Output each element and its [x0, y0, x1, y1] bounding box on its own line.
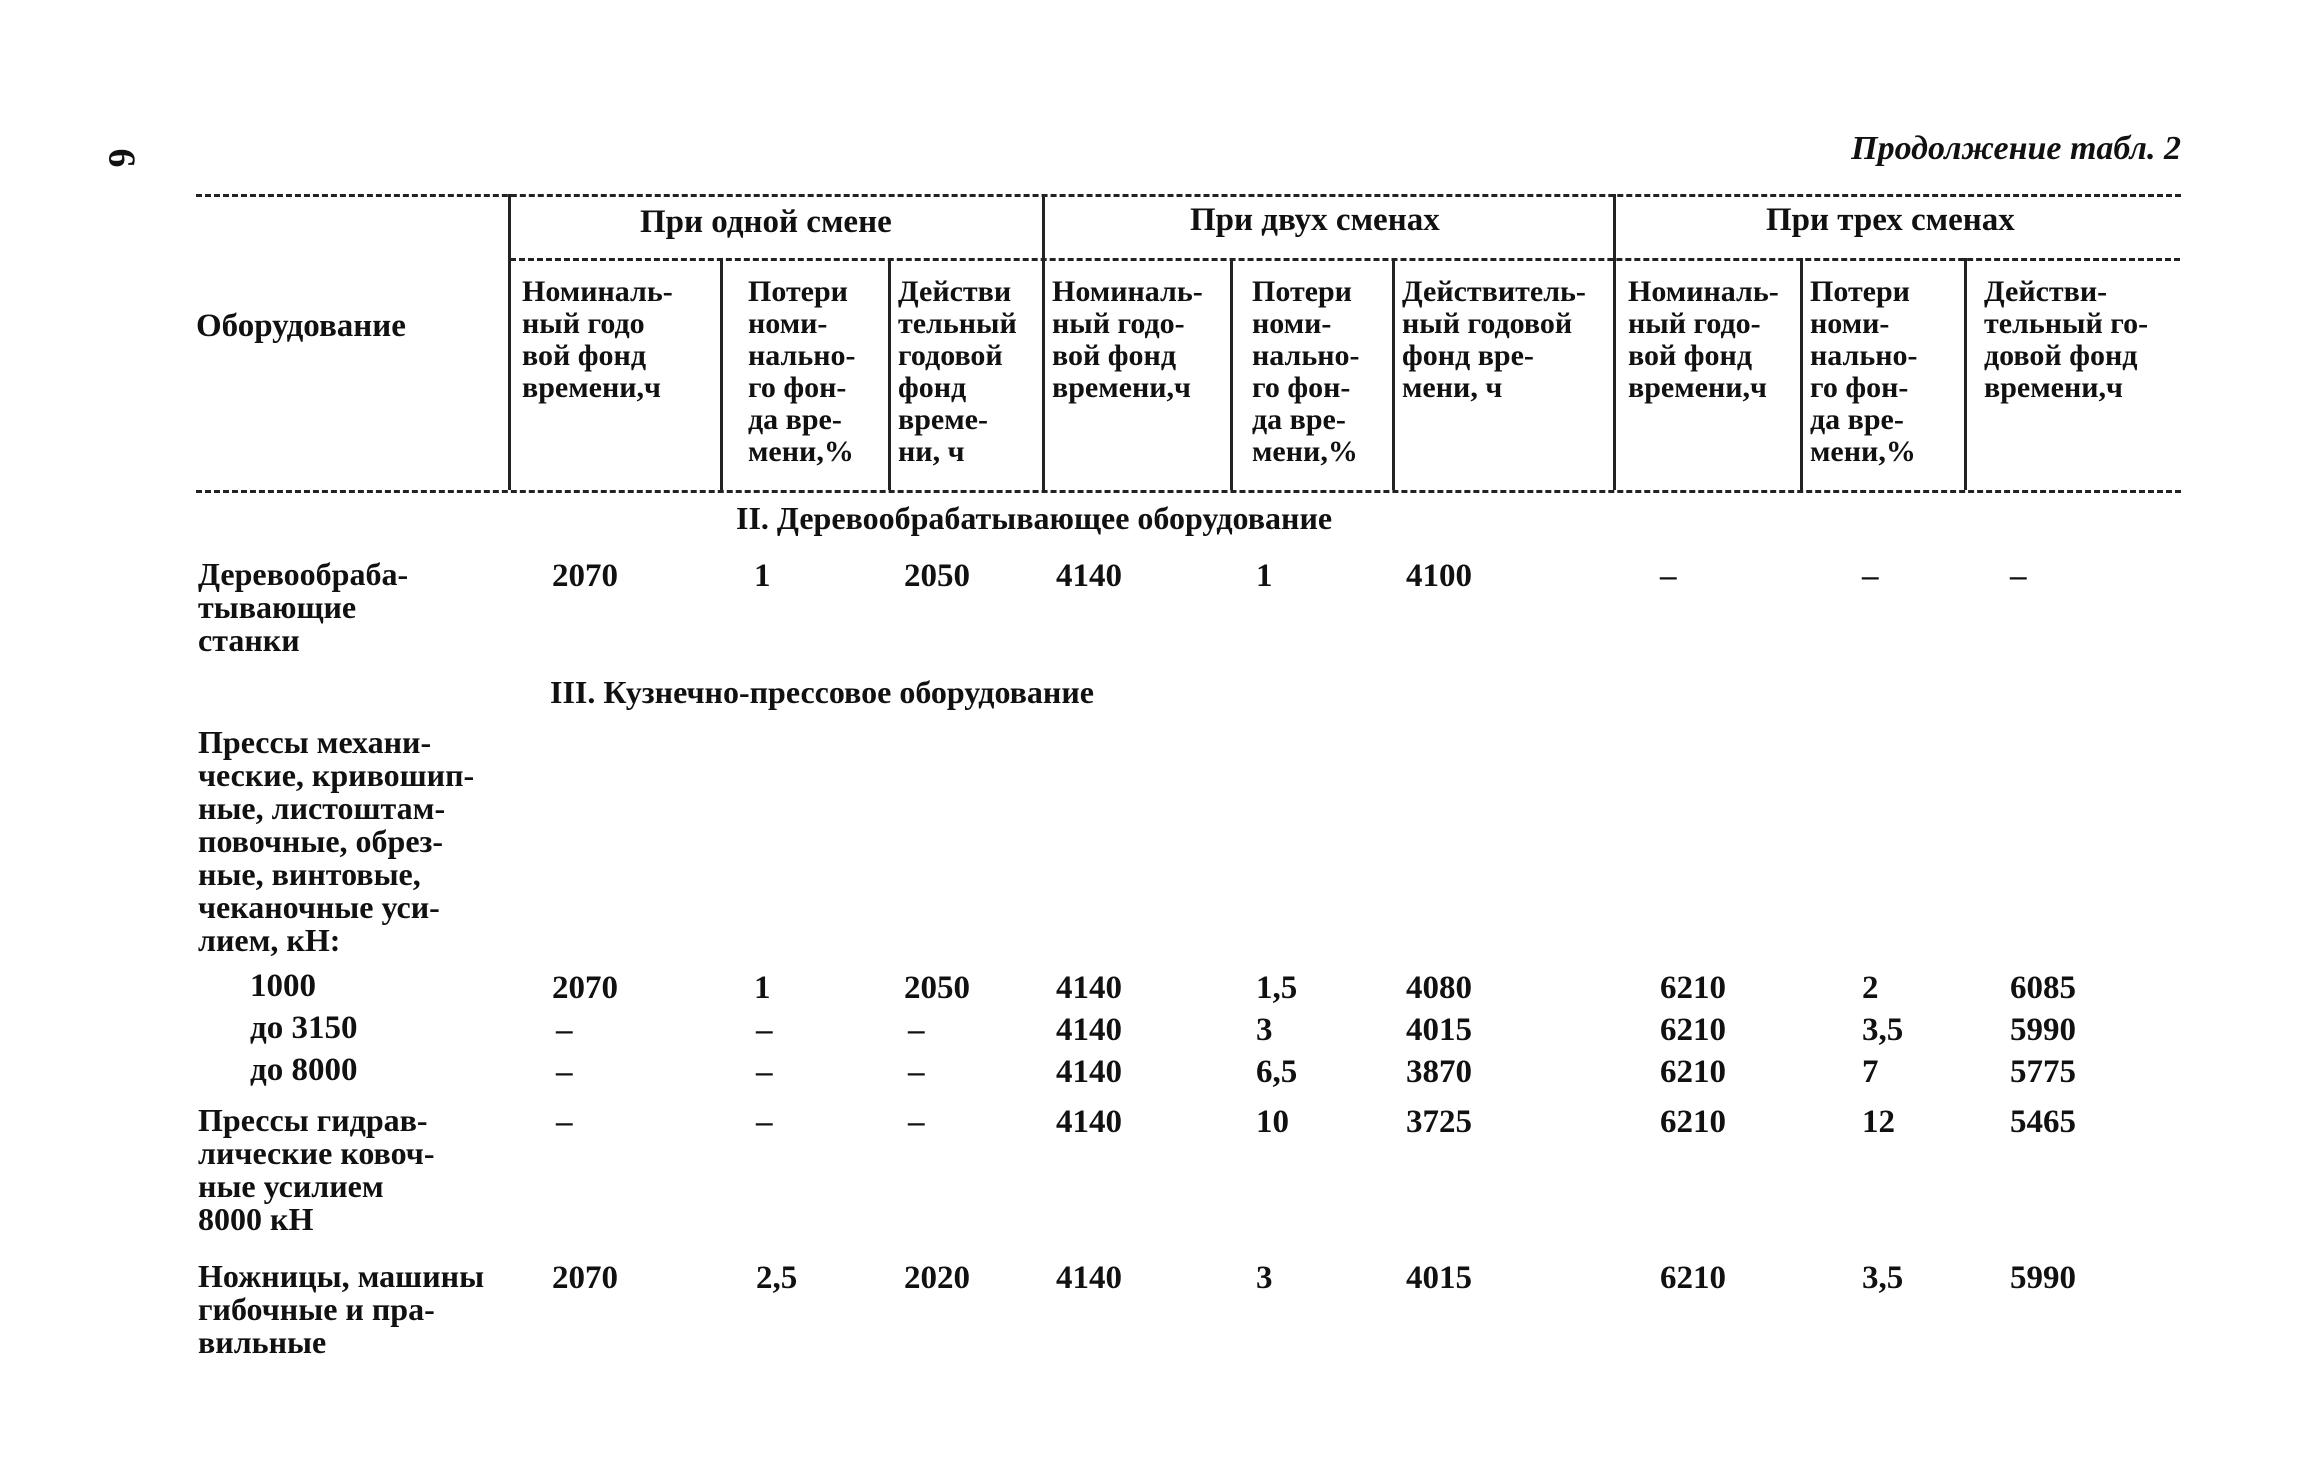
- table-cell: 4140: [1056, 1260, 1122, 1296]
- section-title: III. Кузнечно-прессовое оборудование: [550, 674, 1094, 710]
- table-cell: 10: [1256, 1104, 1289, 1140]
- group-header: При одной смене: [640, 204, 892, 240]
- table-cell: 3,5: [1862, 1260, 1904, 1296]
- table-cell: 1: [754, 558, 771, 594]
- table-cell: 6210: [1660, 970, 1726, 1006]
- sub-header: Потери номи- нально- го фон- да вре- мени,%: [1810, 275, 1918, 468]
- col-divider: [1800, 258, 1803, 490]
- col-divider: [1964, 258, 1967, 490]
- table-cell: 6,5: [1256, 1054, 1298, 1090]
- table-cell: –: [556, 1012, 573, 1048]
- table-cell: –: [556, 1104, 573, 1140]
- table-cell: 2020: [904, 1260, 970, 1296]
- equipment-name: Деревообраба- тывающие станки: [198, 556, 409, 658]
- table-cell: 4140: [1056, 970, 1122, 1006]
- equipment-name: 1000: [250, 968, 316, 1004]
- header-bottom-rule: [196, 490, 2181, 493]
- table-cell: 3: [1256, 1260, 1273, 1296]
- table-cell: –: [756, 1054, 773, 1090]
- table-cell: 2050: [904, 558, 970, 594]
- col-divider: [1230, 258, 1233, 490]
- table-cell: –: [556, 1054, 573, 1090]
- sub-header: Номиналь- ный годо- вой фонд времени,ч: [1052, 275, 1203, 404]
- table-caption: Продолжение табл. 2: [1851, 130, 2181, 167]
- col-divider: [1042, 194, 1045, 490]
- table-cell: 12: [1862, 1104, 1895, 1140]
- table-cell: 4080: [1406, 970, 1472, 1006]
- col-divider: [720, 258, 723, 490]
- table-cell: –: [908, 1104, 925, 1140]
- sub-header: Действи- тельный го- довой фонд времени,ч: [1984, 275, 2149, 404]
- table-cell: 7: [1862, 1054, 1879, 1090]
- table-cell: 6210: [1660, 1260, 1726, 1296]
- table-cell: –: [756, 1104, 773, 1140]
- table-cell: 1: [1256, 558, 1273, 594]
- table-cell: 2070: [552, 1260, 618, 1296]
- section-title: II. Деревообрабатывающее оборудование: [736, 500, 1333, 536]
- table-cell: 5465: [2010, 1104, 2076, 1140]
- table-cell: 4100: [1406, 558, 1472, 594]
- table-cell: 2,5: [756, 1260, 798, 1296]
- table-cell: 5990: [2010, 1012, 2076, 1048]
- sub-header: Потери номи- нально- го фон- да вре- мени,%: [748, 275, 856, 468]
- table-cell: 4140: [1056, 1104, 1122, 1140]
- table-cell: 6210: [1660, 1012, 1726, 1048]
- group-header: При трех сменах: [1766, 202, 2015, 238]
- group-header: При двух сменах: [1190, 202, 1440, 238]
- sub-header: Номиналь- ный годо вой фонд времени,ч: [522, 275, 673, 404]
- group-rule: [510, 258, 2180, 261]
- table-cell: 2: [1862, 970, 1879, 1006]
- table-cell: 5990: [2010, 1260, 2076, 1296]
- equipment-header: Оборудование: [196, 308, 406, 344]
- table-cell: –: [2010, 558, 2027, 594]
- top-rule: [196, 194, 2181, 197]
- page-number: 6: [100, 148, 143, 168]
- table-cell: 4015: [1406, 1260, 1472, 1296]
- table-cell: 4140: [1056, 1054, 1122, 1090]
- table-cell: 2070: [552, 558, 618, 594]
- table-cell: 4140: [1056, 558, 1122, 594]
- sub-header: Потери номи- нально- го фон- да вре- мени,%: [1252, 275, 1360, 468]
- table-cell: 2050: [904, 970, 970, 1006]
- table-cell: 3: [1256, 1012, 1273, 1048]
- col-divider: [508, 194, 511, 490]
- table-cell: 2070: [552, 970, 618, 1006]
- table-cell: –: [1660, 558, 1677, 594]
- sub-header: Номиналь- ный годо- вой фонд времени,ч: [1628, 275, 1779, 404]
- table-cell: 6210: [1660, 1104, 1726, 1140]
- table-cell: 4015: [1406, 1012, 1472, 1048]
- table-cell: 3870: [1406, 1054, 1472, 1090]
- table-cell: 4140: [1056, 1012, 1122, 1048]
- table-cell: –: [756, 1012, 773, 1048]
- equipment-name: Прессы механи- ческие, кривошип- ные, листоштам- повочные, обрез- ные, винтовые, чеканочные уси- лием, кН:: [198, 724, 475, 958]
- table-cell: 1,5: [1256, 970, 1298, 1006]
- table-cell: 6085: [2010, 970, 2076, 1006]
- table-cell: –: [908, 1012, 925, 1048]
- col-divider: [888, 258, 891, 490]
- table-cell: 1: [754, 970, 771, 1006]
- equipment-name: Прессы гидрав- лические ковоч- ные усилием 8000 кН: [198, 1102, 435, 1237]
- equipment-name: Ножницы, машины гибочные и пра- вильные: [198, 1258, 485, 1360]
- table-cell: 6210: [1660, 1054, 1726, 1090]
- table-cell: –: [908, 1054, 925, 1090]
- equipment-name: до 3150: [250, 1010, 358, 1046]
- sub-header: Действитель- ный годовой фонд вре- мени, ч: [1402, 275, 1586, 404]
- col-divider: [1613, 194, 1616, 490]
- table-cell: 3725: [1406, 1104, 1472, 1140]
- table-cell: 3,5: [1862, 1012, 1904, 1048]
- col-divider: [1392, 258, 1395, 490]
- equipment-name: до 8000: [250, 1052, 358, 1088]
- sub-header: Действи тельный годовой фонд време- ни, ч: [898, 275, 1017, 468]
- table-cell: –: [1862, 558, 1879, 594]
- table-cell: 5775: [2010, 1054, 2076, 1090]
